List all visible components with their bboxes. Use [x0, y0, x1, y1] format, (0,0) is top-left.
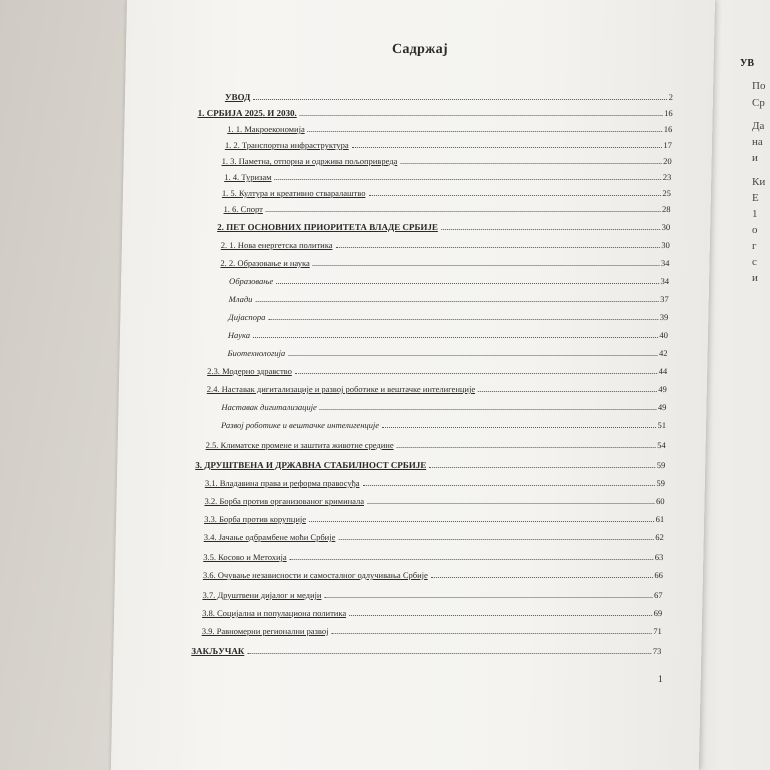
toc-leader-dots — [382, 426, 656, 428]
toc-entry-label: 2.4. Наставак дигитализације и развој роботике и вештачке интелигенције — [206, 384, 476, 394]
toc-leader-dots — [266, 210, 660, 212]
toc-entry-label: Млади — [228, 294, 253, 304]
toc-entry[interactable] — [229, 294, 669, 304]
toc-entry[interactable] — [195, 460, 665, 470]
toc-entry-page: 60 — [655, 496, 665, 506]
toc-leader-dots — [255, 300, 658, 302]
toc-entry-page: 44 — [658, 366, 668, 376]
toc-leader-dots — [268, 318, 657, 320]
toc-leader-dots — [290, 558, 653, 560]
toc-leader-dots — [349, 614, 652, 616]
toc-leader-dots — [352, 146, 662, 148]
toc-entry-page: 42 — [659, 348, 668, 358]
toc-entry-label: 3.9. Равномерни регионални развој — [201, 626, 329, 636]
toc-leader-dots — [253, 336, 657, 338]
toc-leader-dots — [275, 178, 661, 180]
toc-entry-page: 17 — [663, 140, 673, 150]
next-page-fragment: По — [752, 80, 766, 92]
toc-entry-label: 1. СРБИЈА 2025. И 2030. — [197, 108, 297, 118]
toc-entry-page: 23 — [662, 172, 672, 182]
toc-entry[interactable] — [191, 646, 661, 656]
toc-entry-page: 39 — [659, 312, 669, 322]
toc-entry-page: 49 — [658, 384, 667, 394]
toc-leader-dots — [288, 354, 657, 356]
toc-entry[interactable] — [202, 590, 662, 600]
toc-entry-label: 3. ДРУШТВЕНА И ДРЖАВНА СТАБИЛНОСТ СРБИЈЕ — [195, 460, 427, 470]
toc-entry-label: 1. 2. Транспортна инфраструктура — [224, 140, 349, 150]
toc-entry[interactable] — [225, 140, 672, 150]
toc-entry-label: 2. ПЕТ ОСНОВНИХ ПРИОРИТЕТА ВЛАДЕ СРБИЈЕ — [217, 222, 439, 232]
toc-leader-dots — [295, 372, 657, 374]
toc-leader-dots — [478, 390, 656, 392]
toc-leader-dots — [276, 282, 658, 284]
toc-entry-page: 61 — [655, 514, 665, 524]
toc-entry[interactable] — [202, 608, 662, 618]
toc-entry-label: 3.2. Борба против организованог криминала — [204, 496, 365, 506]
toc-entry[interactable] — [207, 366, 667, 376]
toc-entry-page: 34 — [660, 258, 670, 268]
toc-leader-dots — [253, 98, 666, 100]
toc-entry-page: 16 — [664, 108, 673, 118]
toc-leader-dots — [247, 652, 650, 654]
toc-leader-dots — [431, 576, 653, 578]
toc-entry-label: 1. 6. Спорт — [223, 204, 264, 214]
toc-entry-label: 1. 1. Макроекономија — [227, 124, 305, 134]
toc-entry-label: Наставак дигитализације — [221, 402, 317, 412]
toc-leader-dots — [320, 408, 656, 410]
toc-entry-label: 3.3. Борба против корупције — [204, 514, 307, 524]
next-page-fragment: 1 — [752, 208, 758, 220]
next-page-fragment: на — [752, 136, 763, 148]
toc-entry-page: 69 — [653, 608, 663, 618]
toc-entry-page: 2 — [668, 92, 674, 102]
toc-entry[interactable] — [207, 384, 667, 394]
toc-entry-label: 2.5. Климатске промене и заштита животне средине — [205, 440, 394, 450]
toc-entry[interactable] — [224, 172, 671, 182]
toc-leader-dots — [309, 520, 654, 522]
toc-entry-label: 1. 3. Паметна, отпорна и одржива пољопривреда — [221, 156, 398, 166]
toc-entry-label: Дијаспора — [228, 312, 266, 322]
toc-entry-page: 30 — [661, 240, 670, 250]
toc-entry-label: Образовање — [229, 276, 274, 286]
toc-entry-page: 30 — [661, 222, 671, 232]
toc-entry-page: 37 — [660, 294, 669, 304]
toc-entry-page: 28 — [662, 204, 671, 214]
toc-leader-dots — [441, 228, 660, 230]
document-page — [111, 0, 715, 770]
toc-entry-page: 73 — [652, 646, 662, 656]
toc-leader-dots — [429, 466, 655, 468]
toc-leader-dots — [400, 162, 661, 164]
toc-leader-dots — [308, 130, 662, 132]
toc-entry[interactable] — [198, 108, 673, 118]
next-page-fragment: и — [752, 152, 758, 164]
toc-entry-label: 2. 1. Нова енергетска политика — [220, 240, 333, 250]
toc-entry[interactable] — [225, 92, 673, 102]
toc-entry-page: 54 — [657, 440, 666, 450]
toc-entry[interactable] — [221, 420, 666, 430]
toc-entry[interactable] — [203, 570, 663, 580]
next-page-fragment: о — [752, 224, 758, 236]
toc-entry-label: ЗАКЉУЧАК — [191, 646, 245, 656]
toc-entry[interactable] — [228, 348, 668, 358]
toc-entry-label: 3.4. Јачање одбрамбене моћи Србије — [203, 532, 336, 542]
toc-leader-dots — [338, 538, 653, 540]
toc-entry[interactable] — [204, 532, 664, 542]
toc-entry[interactable] — [204, 496, 664, 506]
toc-leader-dots — [335, 246, 659, 248]
toc-entry-label: 3.8. Социјална и популациона политика — [202, 608, 347, 618]
toc-entry-label: Биотехнологија — [227, 348, 286, 358]
toc-entry-page: 51 — [657, 420, 667, 430]
toc-entry-label: 3.7. Друштвени дијалог и медији — [202, 590, 322, 600]
toc-entry-label: 3.1. Владавина права и реформа правосуђа — [204, 478, 360, 488]
toc-entry-page: 16 — [663, 124, 673, 134]
toc-entry-label: Развој роботике и вештачке интелигенције — [220, 420, 380, 430]
toc-leader-dots — [300, 114, 662, 116]
toc-entry-page: 71 — [653, 626, 662, 636]
toc-entry-page: 59 — [656, 478, 665, 488]
toc-entry-label: 1. 4. Туризам — [224, 172, 272, 182]
toc-entry-label: Наука — [227, 330, 251, 340]
next-page-fragment: Ср — [752, 97, 765, 109]
next-page-fragment: и — [752, 272, 758, 284]
toc-entry-label: 2.3. Модерно здравство — [207, 366, 293, 376]
toc-entry[interactable] — [221, 402, 666, 412]
toc-leader-dots — [397, 446, 656, 448]
toc-entry-page: 20 — [663, 156, 672, 166]
toc-entry-page: 40 — [659, 330, 669, 340]
toc-entry-page: 25 — [662, 188, 672, 198]
toc-entry[interactable] — [222, 156, 672, 166]
toc-entry[interactable] — [222, 188, 671, 198]
toc-entry[interactable] — [203, 552, 663, 562]
next-page-fragment: Да — [752, 120, 765, 132]
toc-entry[interactable] — [204, 514, 664, 524]
toc-entry[interactable] — [221, 240, 670, 250]
toc-entry-page: 63 — [654, 552, 664, 562]
toc-entry-page: 59 — [656, 460, 666, 470]
page-number: 1 — [657, 674, 663, 685]
next-page-heading: УВ — [740, 58, 755, 69]
toc-entry-page: 67 — [653, 590, 663, 600]
toc-leader-dots — [368, 194, 660, 196]
toc-entry[interactable] — [224, 204, 671, 214]
toc-entry[interactable] — [229, 276, 669, 286]
toc-entry-label: 3.5. Косово и Метохија — [203, 552, 287, 562]
next-page-fragment: Е — [752, 192, 759, 204]
toc-entry-page: 66 — [654, 570, 664, 580]
toc-entry-label: УВОД — [224, 92, 251, 102]
toc-leader-dots — [367, 502, 654, 504]
toc-leader-dots — [363, 484, 655, 486]
toc-leader-dots — [324, 596, 652, 598]
toc-entry[interactable] — [202, 626, 662, 636]
toc-entry-label: 3.6. Очување независности и самосталног одлучивања Србије — [202, 570, 428, 580]
toc-entry[interactable] — [217, 222, 670, 232]
next-page-fragment: Ки — [752, 176, 766, 188]
toc-entry[interactable] — [227, 124, 672, 134]
page-title: Садржај — [391, 42, 449, 57]
toc-entry[interactable] — [206, 440, 666, 450]
next-page-fragment: с — [752, 256, 757, 268]
table-of-contents — [111, 0, 715, 770]
toc-entry-page: 49 — [657, 402, 667, 412]
toc-entry[interactable] — [228, 330, 668, 340]
toc-entry[interactable] — [228, 312, 668, 322]
toc-entry-page: 62 — [655, 532, 664, 542]
toc-entry[interactable] — [220, 258, 669, 268]
toc-leader-dots — [313, 264, 659, 266]
toc-entry-label: 2. 2. Образовање и наука — [220, 258, 310, 268]
toc-entry-label: 1. 5. Култура и креативно стваралаштво — [221, 188, 366, 198]
toc-entry-page: 34 — [660, 276, 670, 286]
next-page-fragment: г — [752, 240, 757, 252]
toc-leader-dots — [331, 632, 651, 634]
toc-entry[interactable] — [205, 478, 665, 488]
